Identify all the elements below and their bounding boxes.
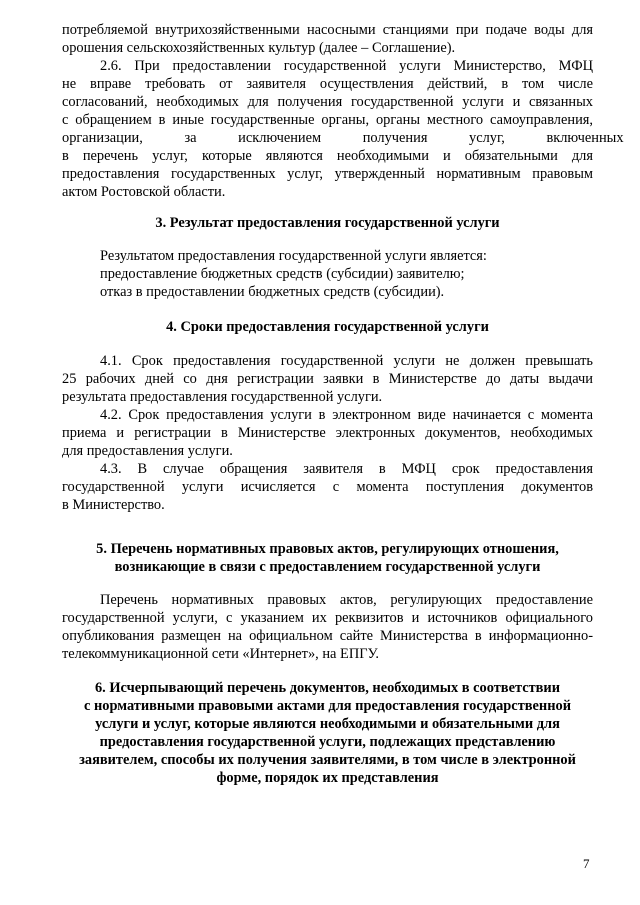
text-line: потребляемой внутрихозяйственными насосными станциями при подаче воды для: [62, 22, 593, 38]
text-line: не вправе требовать от заявителя осуществления действий, в том числе: [62, 76, 593, 92]
text-line: приема и регистрации в Министерстве электронных документов, необходимых: [62, 425, 593, 441]
section-6-heading-line-2: с нормативными правовыми актами для предоставления государственной: [83, 698, 571, 714]
text-line: орошения сельскохозяйственных культур (далее – Соглашение).: [62, 40, 456, 56]
text-line: согласований, необходимых для получения государственной услуги и связанных: [62, 94, 593, 110]
text-line: Результатом предоставления государственной услуги является:: [100, 248, 487, 264]
text-line: государственной услуги, с указанием их реквизитов и источников официального: [62, 610, 593, 626]
text-line: отказ в предоставлении бюджетных средств (субсидии).: [100, 284, 445, 300]
text-line: в перечень услуг, которые являются необходимыми и обязательными для: [62, 148, 593, 164]
text-line: организации, за исключением получения услуг, включенных: [62, 130, 624, 146]
text-line: предоставление бюджетных средств (субсидии) заявителю;: [100, 266, 465, 282]
text-line: Перечень нормативных правовых актов, регулирующих предоставление: [100, 592, 593, 608]
section-5-heading: 5. Перечень нормативных правовых актов, регулирующих отношения,: [96, 541, 559, 557]
text-line: для предоставления услуги.: [62, 443, 233, 459]
text-line: результата предоставления государственной услуги.: [62, 389, 383, 405]
text-line: в Министерство.: [62, 497, 165, 513]
text-line: 25 рабочих дней со дня регистрации заявки в Министерстве до даты выдачи: [62, 371, 593, 387]
text-line: телекоммуникационной сети «Интернет», на ЕПГУ.: [62, 646, 379, 662]
text-line: 4.1. Срок предоставления государственной услуги не должен превышать: [100, 353, 593, 369]
text-line: опубликования размещен на официальном сайте Министерства в информационно-: [62, 628, 593, 644]
section-6-heading-line-5: заявителем, способы их получения заявителями, в том числе в электронной: [79, 752, 576, 768]
section-6-heading-line-3: услуги и услуг, которые являются необходимыми и обязательными для: [95, 716, 560, 732]
text-line: 4.3. В случае обращения заявителя в МФЦ срок предоставления: [100, 461, 593, 477]
section-6-heading-line-4: предоставления государственной услуги, подлежащих представлению: [99, 734, 556, 750]
text-line: 2.6. При предоставлении государственной услуги Министерство, МФЦ: [100, 58, 593, 74]
text-line: актом Ростовской области.: [62, 184, 226, 200]
section-5-heading-line-2: возникающие в связи с предоставлением государственной услуги: [114, 559, 541, 575]
text-line: с обращением в иные государственные органы, органы местного самоуправления,: [62, 112, 593, 128]
section-6-heading-line-6: форме, порядок их представления: [216, 770, 439, 786]
section-6-heading: 6. Исчерпывающий перечень документов, необходимых в соответствии: [94, 680, 561, 696]
page-number: 7: [583, 856, 590, 871]
text-line: предоставления государственных услуг, утвержденный нормативным правовым: [62, 166, 593, 182]
text-line: государственной услуги исчисляется с момента поступления документов: [62, 479, 593, 495]
section-4-heading: 4. Сроки предоставления государственной услуги: [166, 319, 489, 335]
section-3-heading: 3. Результат предоставления государственной услуги: [155, 215, 500, 231]
text-line: 4.2. Срок предоставления услуги в электронном виде начинается с момента: [100, 407, 593, 423]
